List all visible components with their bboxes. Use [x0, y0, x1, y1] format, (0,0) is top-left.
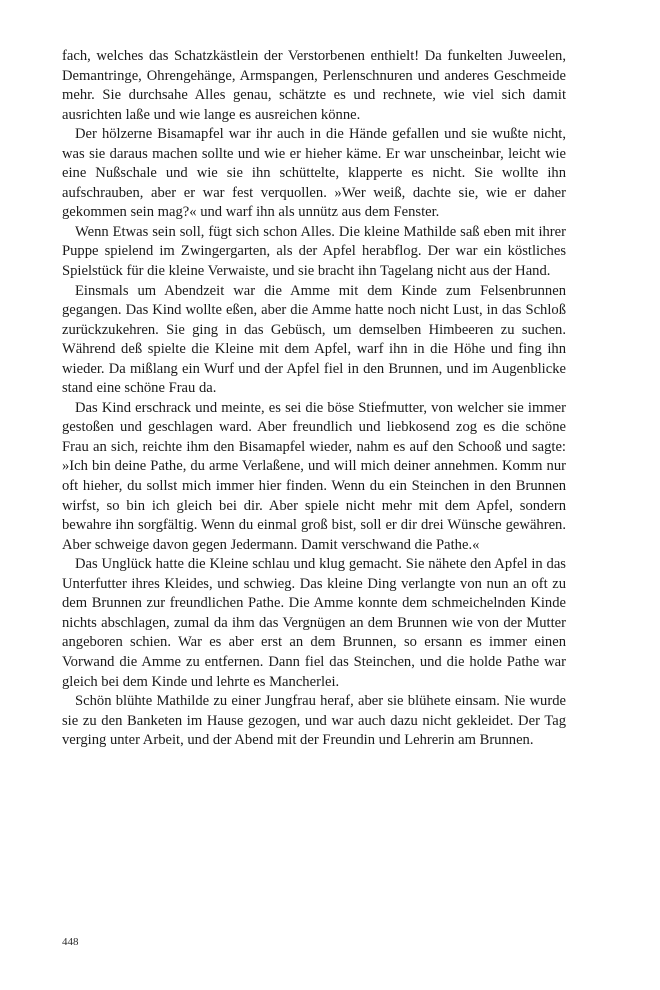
- paragraph: Wenn Etwas sein soll, fügt sich schon Alles. Die kleine Mathilde saß eben mit ihrer Puppe spielend im Zwingergarten, als der Apfel herabflog. Der war ein köstliches Spielstück für die kleine Verwaiste, und sie bracht ihn Tagelang nicht aus der Hand.: [62, 223, 566, 280]
- paragraph: Schön blühte Mathilde zu einer Jungfrau heraf, aber sie blühete einsam. Nie wurde sie zu den Banketen im Hause gezogen, und war auch dazu nicht gekleidet. Der Tag verging unter Arbeit, und der Abend mit der Freundin und Lehrerin am Brunnen.: [62, 693, 566, 749]
- body-text: [62, 47, 566, 751]
- paragraph: fach, welches das Schatzkästlein der Verstorbenen enthielt! Da funkelten Juweelen, Demantringe, Ohrengehänge, Armspangen, Perlenschnuren und anderes Geschmeide mehr. Sie durchsahe Alles genau, schätzte es und rechnete, wie viel sich damit ausrichten laße und wie lange es ausreichen könne.: [62, 48, 566, 123]
- page-number: 448: [62, 936, 79, 948]
- paragraph: Das Kind erschrack und meinte, es sei die böse Stiefmutter, von welcher sie immer gestoßen und geschlagen ward. Aber freundlich und liebkosend zog es die schöne Frau an sich, reichte ihm den Bisamapfel wieder, nahm es auf den Schooß und sagte: »Ich bin deine Pathe, du arme Verlaßene, und will mich deiner annehmen. Komm nur oft hieher, du sollst mich immer hier finden. Wenn du ein Steinchen in den Brunnen wirfst, so bin ich gleich bei dir. Aber spiele nicht mehr mit dem Apfel, sondern bewahre ihn sorgfältig. Wenn du einmal groß bist, soll er dir drei Wünsche gewähren. Aber schweige davon gegen Jedermann. Damit verschwand die Pathe.«: [62, 399, 566, 553]
- paragraph: Einsmals um Abendzeit war die Amme mit dem Kinde zum Felsenbrunnen gegangen. Das Kind wollte eßen, aber die Amme hatte noch nicht Lust, in das Schloß zurückzukehren. Sie ging in das Gebüsch, um demselben Himbeeren zu suchen. Während deß spielte die Kleine mit dem Apfel, warf ihn in die Höhe und fing ihn wieder. Da mißlang ein Wurf und der Apfel fiel in den Brunnen, und im Augenblicke stand eine schöne Frau da.: [62, 282, 566, 397]
- paragraph: Der hölzerne Bisamapfel war ihr auch in die Hände gefallen und sie wußte nicht, was sie daraus machen sollte und wie er hieher käme. Er war unscheinbar, leicht wie eine Nußschale und wie sie ihn schüttelte, klapperte es nicht. Sie wollte ihn aufschrauben, aber er war fest verquollen. »Wer weiß, dachte sie, wie er daher gekommen sein mag?« und warf ihn als unnütz aus dem Fenster.: [62, 126, 566, 221]
- paragraph: Das Unglück hatte die Kleine schlau und klug gemacht. Sie nähete den Apfel in das Unterfutter ihres Kleides, und schwieg. Das kleine Ding verlangte von nun an oft zu dem Brunnen zur freundlichen Pathe. Die Amme konnte dem schmeichelnden Kinde nichts abschlagen, zumal da ihm das Vergnügen an dem Brunnen wie von der Mutter angeboren schien. War es aber erst an dem Brunnen, so ersann es immer einen Vorwand die Amme zu entfernen. Dann fiel das Steinchen, und die holde Pathe war gleich bei dem Kinde und lehrte es Mancherlei.: [62, 556, 566, 690]
